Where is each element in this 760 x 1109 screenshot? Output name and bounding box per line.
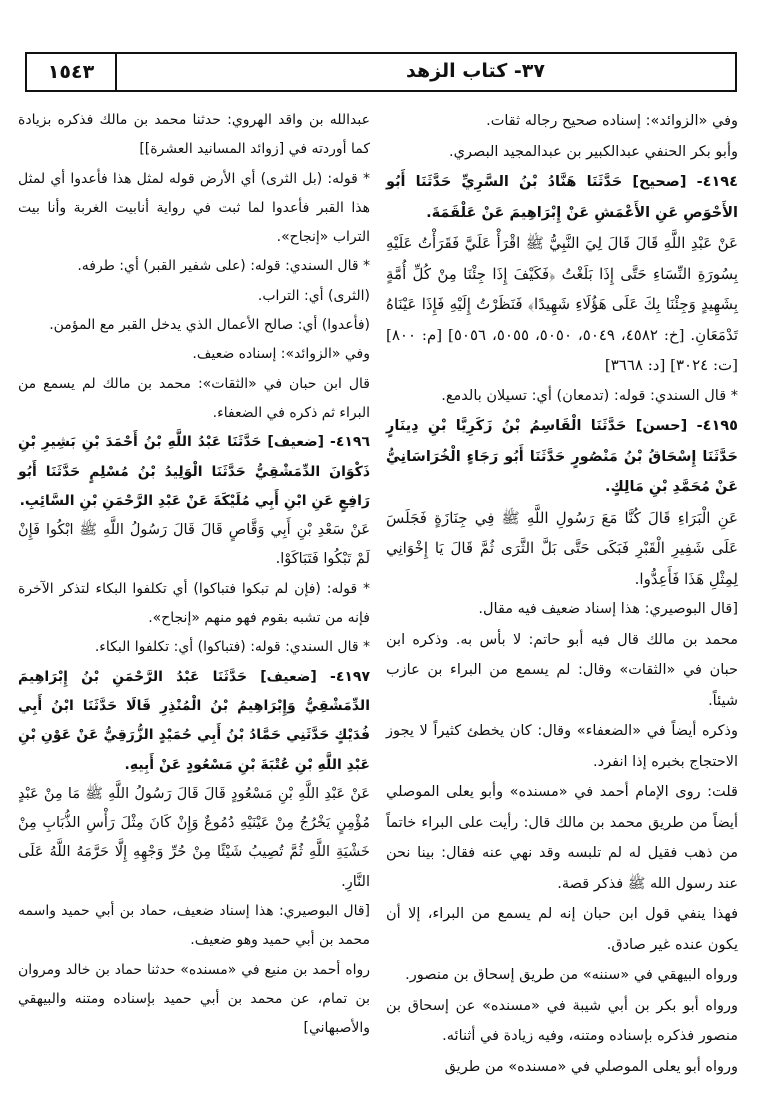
paragraph: محمد بن مالك قال فيه أبو حاتم: لا بأس به. وذكره ابن حبان في «الثقات» وقال: لم يسمع من البراء بن عازب شيئاً. bbox=[386, 631, 738, 709]
page-header bbox=[25, 52, 737, 92]
right-column bbox=[386, 106, 738, 1096]
paragraph: [قال البوصيري: هذا إسناد ضعيف فيه مقال. bbox=[478, 601, 738, 617]
commentary: * قوله: (فإن لم تبكوا فتباكوا) أي تكلفوا البكاء لتذكر الآخرة فإنه من تشبه بقوم فهو منهم «إنجاح». bbox=[18, 580, 370, 627]
commentary: * قال السندي: قوله: (على شفير القبر) أي: طرفه. bbox=[77, 258, 370, 275]
paragraph: وفي «الزوائد»: إسناده صحيح رجاله ثقات. bbox=[486, 113, 738, 129]
paragraph: ورواه البيهقي في «سننه» من طريق إسحاق بن منصور. bbox=[405, 967, 738, 983]
paragraph: وفي «الزوائد»: إسناده ضعيف. bbox=[192, 346, 370, 363]
commentary: * قال السندي: قوله: (فتباكوا) أي: تكلفوا البكاء. bbox=[94, 639, 370, 656]
paragraph: قلت: روى الإمام أحمد في «مسنده» وأبو يعلى الموصلي أيضاً من طريق محمد بن مالك قال: رأيت على البراء خاتماً من ذهب فقيل له لم تلبسه وقد نهي عنه فقال: بينا نحن عند رسول الله ﷺ فذكر قصة. bbox=[386, 784, 738, 892]
hadith-matn: عَنْ سَعْدِ بْنِ أَبِي وَقَّاصٍ قَالَ قَالَ رَسُولُ اللَّهِ ﷺ ابْكُوا فَإِنْ لَمْ تَبْكُوا فَتَبَاكَوْا. bbox=[18, 522, 370, 568]
paragraph: ورواه أبو بكر بن أبي شيبة في «مسنده» عن إسحاق بن منصور فذكره بإسناده ومتنه، وفيه زيادة في أثنائه. bbox=[386, 997, 738, 1044]
hadith-matn: عَنْ عَبْدِ اللَّهِ بْنِ مَسْعُودٍ قَالَ قَالَ رَسُولُ اللَّهِ ﷺ مَا مِنْ عَبْدٍ مُؤْمِنٍ يَخْرُجُ مِنْ عَيْنَيْهِ دُمُوعٌ وَإِنْ كَانَ مِثْلَ رَأْسِ الذُّبَابِ مِنْ خَشْيَةِ اللَّهِ ثُمَّ تُصِيبُ شَيْئًا مِنْ حُرِّ وَجْهِهِ إِلَّا حَرَّمَهُ اللَّهُ عَلَى النَّارِ. bbox=[18, 785, 370, 890]
header-divider bbox=[115, 52, 117, 92]
paragraph: قال ابن حبان في «الثقات»: محمد بن مالك لم يسمع من البراء ثم ذكره في الضعفاء. bbox=[18, 375, 370, 421]
paragraph: ورواه أبو يعلى الموصلي في «مسنده» من طريق bbox=[444, 1058, 738, 1075]
paragraph: وذكره أيضاً في «الضعفاء» وقال: كان يخطئ كثيراً لا يجوز الاحتجاج بخبره إذا انفرد. bbox=[386, 723, 738, 770]
commentary: * قال السندي: قوله: (تدمعان) أي: تسيلان بالدمع. bbox=[441, 387, 738, 404]
hadith-isnad: ٤١٩٥- [حسن] حَدَّثَنَا الْقَاسِمُ بْنُ زَكَرِيَّا بْنِ دِينَارٍ حَدَّثَنَا إِسْحَاقُ بْنُ مَنْصُورٍ حَدَّثَنَا أَبُو رَجَاءٍ الْخُرَاسَانِيُّ عَنْ مُحَمَّدِ بْنِ مَالِكٍ. bbox=[386, 418, 738, 495]
paragraph: عبدالله بن واقد الهروي: حدثنا محمد بن مالك فذكره بزيادة كما أوردته في [زوائد المسانيد العشرة]] bbox=[18, 112, 370, 158]
commentary: (فأعدوا) أي: صالح الأعمال الذي يدخل القبر مع المؤمن. bbox=[49, 317, 370, 334]
book-title: ٣٧- كتاب الزهد bbox=[406, 60, 545, 82]
hadith-isnad: ٤١٩٤- [صحيح] حَدَّثَنَا هَنَّادُ بْنُ السَّرِيِّ حَدَّثَنَا أَبُو الأَحْوَصِ عَنِ الأَعْمَشِ عَنْ إِبْرَاهِيمَ عَنْ عَلْقَمَةَ. bbox=[386, 174, 738, 221]
hadith-isnad: ٤١٩٦- [ضعيف] حَدَّثَنَا عَبْدُ اللَّهِ بْنُ أَحْمَدَ بْنِ بَشِيرِ بْنِ ذَكْوَانَ الدِّمَشْقِيُّ حَدَّثَنَا الْوَلِيدُ بْنُ مُسْلِمٍ حَدَّثَنَا أَبُو رَافِعٍ عَنِ ابْنِ أَبِي مُلَيْكَةَ عَنْ عَبْدِ الرَّحْمَنِ بْنِ السَّائِبِ. bbox=[18, 434, 370, 509]
hadith-matn: عَنِ الْبَرَاءِ قَالَ كُنَّا مَعَ رَسُولِ اللَّهِ ﷺ فِي جِنَازَةٍ فَجَلَسَ عَلَى شَفِيرِ الْقَبْرِ فَبَكَى حَتَّى بَلَّ الثَّرَى ثُمَّ قَالَ يَا إِخْوَانِي لِمِثْلِ هَذَا فَأَعِدُّوا. bbox=[386, 508, 738, 588]
hadith-isnad: ٤١٩٧- [ضعيف] حَدَّثَنَا عَبْدُ الرَّحْمَنِ بْنُ إِبْرَاهِيمَ الدِّمَشْقِيُّ وَإِبْرَاهِيمُ بْنُ الْمُنْذِرِ قَالَا حَدَّثَنَا ابْنُ أَبِي فُدَيْكٍ حَدَّثَنِي حَمَّادُ بْنُ أَبِي حُمَيْدٍ الزُّرَقِيُّ عَنْ عَوْنِ بْنِ عَبْدِ اللَّهِ بْنِ عُتْبَةَ بْنِ مَسْعُودٍ عَنْ أَبِيهِ. bbox=[18, 668, 370, 773]
paragraph: وأبو بكر الحنفي عبدالكبير بن عبدالمجيد البصري. bbox=[449, 143, 738, 160]
paragraph: فهذا ينفي قول ابن حبان إنه لم يسمع من البراء، إلا أن يكون عنده غير صادق. bbox=[386, 906, 738, 953]
paragraph: رواه أحمد بن منيع في «مسنده» حدثنا حماد بن خالد ومروان بن تمام، عن محمد بن أبي حميد بإسناده ومتنه والبيهقي والأصبهاني] bbox=[18, 961, 370, 1037]
paragraph: [قال البوصيري: هذا إسناد ضعيف، حماد بن أبي حميد واسمه محمد بن أبي حميد وهو ضعيف. bbox=[18, 903, 370, 949]
commentary: (الثرى) أي: التراب. bbox=[257, 287, 370, 304]
left-column bbox=[18, 106, 370, 1096]
hadith-matn: عَنْ عَبْدِ اللَّهِ قَالَ قَالَ لِيَ النَّبِيُّ ﷺ اقْرَأْ عَلَيَّ فَقَرَأْتُ عَلَيْهِ بِسُورَةِ النِّسَاءِ حَتَّى إِذَا بَلَغْتُ ﴿فَكَيْفَ إِذَا جِئْنَا مِنْ كُلِّ أُمَّةٍ بِشَهِيدٍ وَجِئْنَا بِكَ عَلَى هَؤُلَاءِ شَهِيدًا﴾ فَنَظَرْتُ إِلَيْهِ فَإِذَا عَيْنَاهُ تَدْمَعَانِ. [خ: ٤٥٨٢، ٥٠٤٩، ٥٠٥٠، ٥٠٥٥، ٥٠٥٦] [م: ٨٠٠] [ت: ٣٠٢٤] [د: ٣٦٦٨] bbox=[386, 234, 739, 374]
page-number: ١٥٤٣ bbox=[47, 61, 95, 83]
commentary: * قوله: (بل الثرى) أي الأرض قوله لمثل هذا فأعدوا أي لمثل هذا القبر فأعدوا لما ثبت في رواية أنابيت الغربة وأنا بيت التراب «إنجاح». bbox=[18, 170, 370, 246]
